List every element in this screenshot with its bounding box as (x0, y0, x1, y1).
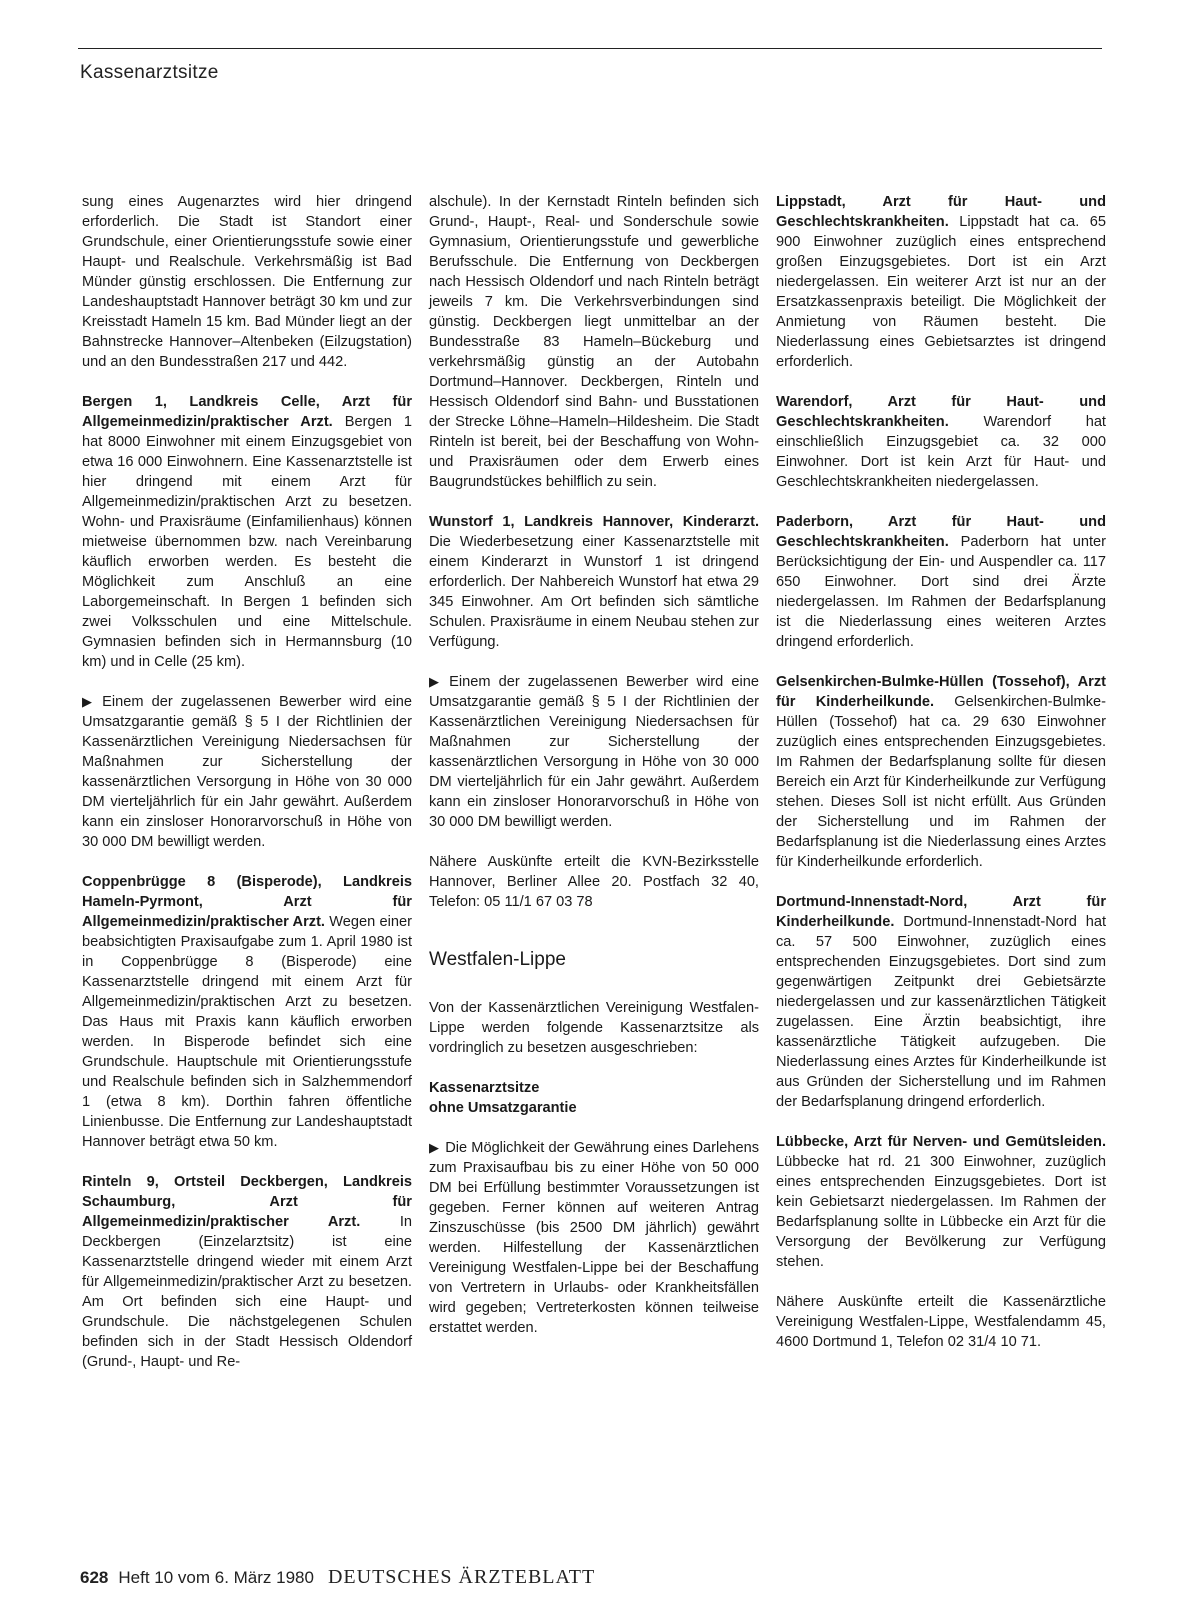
listing-body: Lippstadt hat ca. 65 900 Einwohner zuzüglich eines entsprechend großen Einzugsgebietes. Dort ist ein Arzt niedergelassen. Ein weiterer Arzt ist nur an der Ersatzkassenpraxis beteiligt. Die Möglichkeit der Anmietung von Räumen besteht. Die Niederlassung eines Gebietsarztes ist dringend erforderlich. (776, 214, 1106, 370)
subsection-title (429, 1078, 759, 1118)
triangle-right-icon: ▶ (82, 694, 92, 709)
listing-luebbecke (776, 1132, 1106, 1272)
listing-body: Paderborn hat unter Berücksichtigung der Ein- und Auspendler ca. 117 650 Einwohner. Dort sind drei Ärzte niedergelassen. Im Rahmen der Bedarfsplanung ist die Niederlassung eines weiteren Arztes dringend erforderlich. (776, 534, 1106, 650)
section-intro: Von der Kassenärztlichen Vereinigung Westfalen-Lippe werden folgende Kassenarztsitze als vordringlich zu besetzen ausgeschrieben: (429, 1000, 759, 1056)
page-footer (80, 1566, 595, 1589)
listing-heading: Lübbecke, Arzt für Nerven- und Gemütsleiden. (776, 1134, 1106, 1150)
listing-body: Lübbecke hat rd. 21 300 Einwohner, zuzüglich eines entsprechenden Einzugsgebietes. Dort ist kein Gebietsarzt niedergelassen. Im Rahmen der Bedarfsplanung sollte in Lübbecke ein Arzt für die Versorgung der Bevölkerung zur Verfügung stehen. (776, 1154, 1106, 1270)
listing-warendorf (776, 392, 1106, 492)
listing-body: Bergen 1 hat 8000 Einwohner mit einem Einzugsgebiet von etwa 16 000 Einwohnern. Eine Kassenarztstelle ist hier dringend mit einem Arzt für Allgemeinmedizin/praktischen Arzt zu besetzen. Wohn- und Praxisräume (Einfamilienhaus) können mietweise übernommen bzw. nach Vereinbarung käuflich erworben werden. Es besteht die Möglichkeit zum Anschluß an eine Laborgemeinschaft. In Bergen 1 befinden sich zwei Volksschulen und eine Mittelschule. Gymnasien befinden sich in Hermannsburg (10 km) und in Celle (25 km). (82, 414, 412, 670)
listing-wunstorf (429, 512, 759, 652)
guarantee-note (82, 692, 412, 852)
listing-body: Warendorf hat einschließlich Einzugsgebiet ca. 32 000 Einwohner. Dort ist kein Arzt für Haut- und Geschlechtskrankheiten niedergelassen. (776, 414, 1106, 490)
listing-gelsenkirchen (776, 672, 1106, 872)
guarantee-text: Einem der zugelassenen Bewerber wird eine Umsatzgarantie gemäß § 5 I der Richtlinien der Kassenärztlichen Vereinigung Niedersachsen für Maßnahmen zur Sicherstellung der kassenärztlichen Versorgung in Höhe von 30 000 DM vierteljährlich für ein Jahr gewährt. Außerdem kann ein zinsloser Honorarvorschuß in Höhe von 30 000 DM bewilligt werden. (429, 674, 759, 830)
triangle-right-icon: ▶ (429, 674, 439, 689)
magazine-title: DEUTSCHES ÄRZTEBLATT (327, 1566, 596, 1588)
page-header-title: Kassenarztsitze (80, 62, 219, 83)
listing-body: Die Wiederbesetzung einer Kassenarztstelle mit einem Kinderarzt in Wunstorf 1 ist dringend erforderlich. Der Nahbereich Wunstorf hat etwa 29 345 Einwohner. Am Ort befinden sich sämtliche Schulen. Praxisräume in einem Neubau stehen zur Verfügung. (429, 534, 759, 650)
column-1 (82, 192, 412, 1392)
listing-paderborn (776, 512, 1106, 652)
subsection-title-line-2: ohne Umsatzgarantie (429, 1100, 577, 1116)
listing-body: In Deckbergen (Einzelarztsitz) ist eine Kassenarztstelle dringend wieder mit einem Arzt für Allgemeinmedizin/praktischer Arzt zu besetzen. Am Ort befinden sich eine Haupt- und Grundschule. Die nächstgelegenen Schulen befinden sich in der Stadt Hessisch Oldendorf (Grund-, Haupt- und Re- (82, 1214, 412, 1370)
guarantee-text: Einem der zugelassenen Bewerber wird eine Umsatzgarantie gemäß § 5 I der Richtlinien der Kassenärztlichen Vereinigung Niedersachsen für Maßnahmen zur Sicherstellung der kassenärztlichen Versorgung in Höhe von 30 000 DM vierteljährlich für ein Jahr gewährt. Außerdem kann ein zinsloser Honorarvorschuß in Höhe von 30 000 DM bewilligt werden. (82, 694, 412, 850)
subsection-title-line-1: Kassenarztsitze (429, 1080, 540, 1096)
contact-kv-westfalen: Nähere Auskünfte erteilt die Kassenärztliche Vereinigung Westfalen-Lippe, Westfalendamm 45, 4600 Dortmund 1, Telefon 02 31/4 10 71. (776, 1294, 1106, 1350)
listing-lippstadt (776, 192, 1106, 372)
listing-heading: Rinteln 9, Ortsteil Deckbergen, Landkreis Schaumburg, Arzt für Allgemeinmedizin/praktischer Arzt. (82, 1174, 412, 1230)
listing-heading: Dortmund-Innenstadt-Nord, Arzt für Kinderheilkunde. (776, 894, 1106, 930)
listing-heading: Lippstadt, Arzt für Haut- und Geschlechtskrankheiten. (776, 194, 1106, 230)
header-rule (78, 48, 1102, 49)
listing-heading: Bergen 1, Landkreis Celle, Arzt für Allgemeinmedizin/praktischer Arzt. (82, 394, 412, 430)
column-3 (776, 192, 1106, 1372)
listing-heading: Warendorf, Arzt für Haut- und Geschlechtskrankheiten. (776, 394, 1106, 430)
loan-note (429, 1138, 759, 1338)
contact-kvn: Nähere Auskünfte erteilt die KVN-Bezirksstelle Hannover, Berliner Allee 20. Postfach 32 40, Telefon: 05 11/1 67 03 78 (429, 854, 759, 910)
listing-heading: Wunstorf 1, Landkreis Hannover, Kinderarzt. (429, 514, 759, 530)
triangle-right-icon: ▶ (429, 1140, 439, 1155)
paragraph-bad-muender: sung eines Augenarztes wird hier dringend erforderlich. Die Stadt ist Standort einer Grundschule, einer Orientierungsstufe sowie einer Haupt- und Realschule. Verkehrsmäßig ist Bad Münder günstig erschlossen. Die Entfernung zur Landeshauptstadt Hannover beträgt 30 km und zur Kreisstadt Hameln 15 km. Bad Münder liegt an der Bahnstrecke Hannover–Altenbeken (Eilzugstation) und an den Bundesstraßen 217 und 442. (82, 194, 412, 370)
section-title: Westfalen-Lippe (429, 949, 566, 970)
listing-dortmund (776, 892, 1106, 1112)
listing-body: Dortmund-Innenstadt-Nord hat ca. 57 500 Einwohner, zuzüglich eines entsprechenden Einzugsgebietes. Dort sind zum gegenwärtigen Zeitpunkt drei Gebietsärzte niedergelassen und zur kassenärztlichen Tätigkeit zugelassen. Eine Ärztin beabsichtigt, ihre kassenärztliche Tätigkeit aufzugeben. Die Niederlassung eines Arztes für Kinderheilkunde ist aus Gründen der Sicherstellung und im Rahmen der Bedarfsplanung dringend erforderlich. (776, 914, 1106, 1110)
page-number: 628 (80, 1568, 109, 1587)
listing-coppenbruegge (82, 872, 412, 1152)
paragraph-rinteln-continued: alschule). In der Kernstadt Rinteln befinden sich Grund-, Haupt-, Real- und Sonderschule sowie Gymnasium, Orientierungsstufe und gewerbliche Berufsschule. Die Entfernung von Deckbergen nach Hessisch Oldendorf und nach Rinteln beträgt jeweils 7 km. Die Verkehrsverbindungen sind günstig. Deckbergen liegt unmittelbar an der Bundesstraße 83 Hameln–Bückeburg und verkehrsmäßig günstig an der Autobahn Dortmund–Hannover. Deckbergen, Rinteln und Hessisch Oldendorf sind Bahn- und Busstationen der Strecke Löhne–Hameln–Hildesheim. Die Stadt Rinteln ist bereit, bei der Beschaffung von Wohn- und Praxisräumen oder dem Erwerb eines Baugrundstückes behilflich zu sein. (429, 194, 759, 490)
column-2 (429, 192, 759, 1358)
listing-heading: Gelsenkirchen-Bulmke-Hüllen (Tossehof), Arzt für Kinderheilkunde. (776, 674, 1106, 710)
listing-bergen (82, 392, 412, 672)
listing-body: Gelsenkirchen-Bulmke-Hüllen (Tossehof) hat ca. 29 630 Einwohner zuzüglich eines entsprechenden Einzugsgebietes. Im Rahmen der Bedarfsplanung sollte für diesen Bereich ein Arzt für Kinderheilkunde zur Verfügung stehen. Dieses Soll ist nicht erfüllt. Aus Gründen der Sicherstellung und im Rahmen der Bedarfsplanung ist die Niederlassung eines Arztes für Kinderheilkunde erforderlich. (776, 694, 1106, 870)
listing-body: Wegen einer beabsichtigten Praxisaufgabe zum 1. April 1980 ist in Coppenbrügge 8 (Bisperode) eine Kassenarztstelle dringend mit einem Arzt für Allgemeinmedizin/praktischen Arzt zu besetzen. Das Haus mit Praxis kann käuflich erworben werden. In Bisperode befindet sich eine Grundschule. Hauptschule mit Orientierungsstufe und Realschule befinden sich in Salzhemmendorf 1 (etwa 8 km). Dorthin fahren öffentliche Linienbusse. Die Entfernung zur Landeshauptstadt Hannover beträgt etwa 50 km. (82, 914, 412, 1150)
loan-text: Die Möglichkeit der Gewährung eines Darlehens zum Praxisaufbau bis zu einer Höhe von 50 000 DM bei Erfüllung bestimmter Voraussetzungen ist gegeben. Ferner können auf weiteren Antrag Zinszuschüsse (bis 2500 DM jährlich) gewährt werden. Hilfestellung der Kassenärztlichen Vereinigung Westfalen-Lippe bei der Beschaffung von Vertretern in Urlaubs- oder Krankheitsfällen wird gegeben; Vertreterkosten können teilweise erstattet werden. (429, 1140, 759, 1336)
issue-info: Heft 10 vom 6. März 1980 (118, 1568, 314, 1587)
guarantee-note (429, 672, 759, 832)
listing-heading: Coppenbrügge 8 (Bisperode), Landkreis Hameln-Pyrmont, Arzt für Allgemeinmedizin/praktischer Arzt. (82, 874, 412, 930)
listing-rinteln (82, 1172, 412, 1372)
listing-heading: Paderborn, Arzt für Haut- und Geschlechtskrankheiten. (776, 514, 1106, 550)
